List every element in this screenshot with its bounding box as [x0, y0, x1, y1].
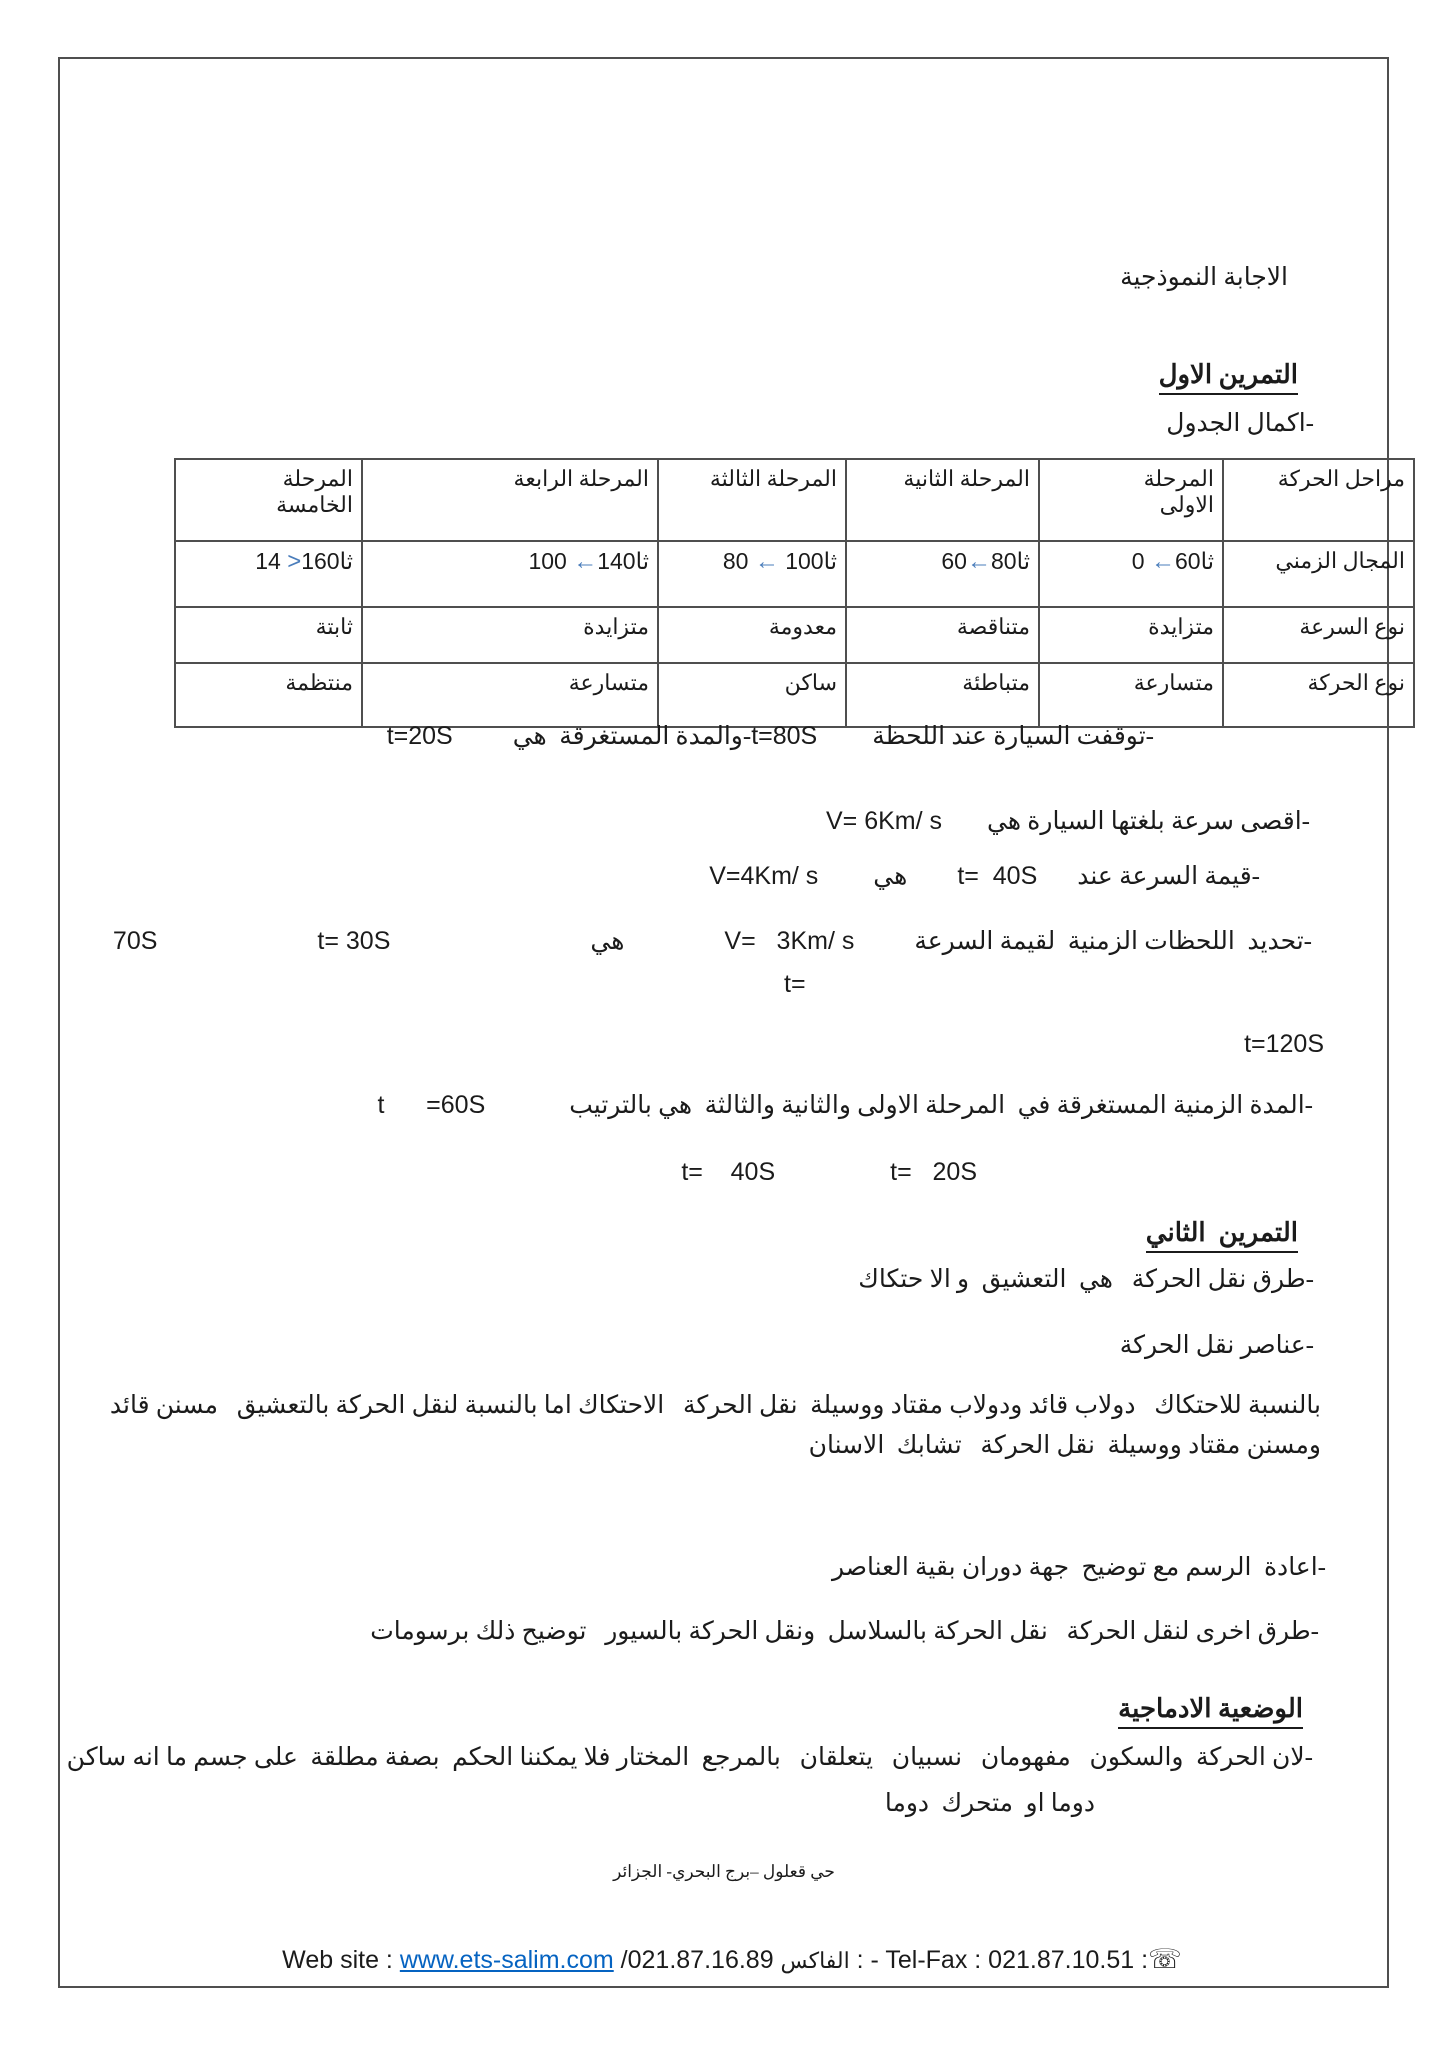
exercise1-heading [1159, 342, 1314, 413]
left-arrow-icon: ← [573, 548, 598, 575]
interval-cell-4: ثا140← 100 [362, 541, 658, 607]
t-equals-line: t= [784, 970, 806, 998]
speed-cell-3: معدومة [658, 607, 846, 663]
fax-label: الفاكس [780, 1948, 850, 1973]
header-cell-stages: مراحل الحركة [1223, 459, 1414, 541]
speed-cell-2: متناقصة [846, 607, 1039, 663]
header-cell-stage2: المرحلة الثانية [846, 459, 1039, 541]
transfer-elements-line: -عناصر نقل الحركة [1119, 1332, 1314, 1359]
transfer-methods-line: -طرق نقل الحركة هي التعشيق و الا حتكاك [858, 1266, 1314, 1293]
interval-cell-3: ثا100 ← 80 [658, 541, 846, 607]
speed-row-label: نوع السرعة [1223, 607, 1414, 663]
left-arrowhead-icon: < [287, 548, 302, 575]
motion-cell-3: ساكن [658, 663, 846, 727]
header-cell-stage5: المرحلة الخامسة [175, 459, 362, 541]
left-arrow-icon: ← [966, 548, 991, 575]
t80-value: t=80S [751, 722, 818, 750]
speed-value-line: -قيمة السرعة عندt= 40SهيV=4Km/ s [709, 862, 1260, 890]
motion-cell-5: منتظمة [175, 663, 362, 727]
v4-value: V=4Km/ s [709, 862, 819, 890]
speed-cell-4: متزايدة [362, 607, 658, 663]
t60-value: t =60S [377, 1091, 486, 1119]
t30-value: t= 30S [317, 927, 391, 955]
t120-line: t=120S [1244, 1030, 1324, 1058]
header-cell-stage4: المرحلة الرابعة [362, 459, 658, 541]
integration-heading-text: الوضعية الادماجية [1118, 1694, 1303, 1729]
phone-icon: ☏ [1148, 1944, 1182, 1974]
time-row-label: المجال الزمني [1223, 541, 1414, 607]
task-line: -اكمال الجدول [1166, 410, 1314, 437]
stop-time-line: -توقفت السيارة عند اللحظةt=80S-والمدة المستغرقة هيt=20S [386, 722, 1154, 750]
time-instants-line: -تحديد اللحظات الزمنية لقيمة السرعةV= 3Km/ sهيt= 30S70S [112, 927, 1312, 955]
interval-cell-2: ثا80←60 [846, 541, 1039, 607]
t20-value: t=20S [386, 722, 453, 750]
speed-type-row [175, 607, 1414, 663]
max-speed-line: -اقصى سرعة بلغتها السيارة هيV= 6Km/ s [825, 807, 1310, 835]
time-interval-row [175, 541, 1414, 607]
motion-cell-2: متباطئة [846, 663, 1039, 727]
redraw-line: -اعادة الرسم مع توضيح جهة دوران بقية العناصر [831, 1554, 1326, 1581]
motion-row-label: نوع الحركة [1223, 663, 1414, 727]
website-label: Web site : [282, 1946, 400, 1974]
motion-cell-4: متسارعة [362, 663, 658, 727]
v3-value: V= 3Km/ s [724, 927, 855, 955]
header-cell-stage1: المرحلة الاولى [1039, 459, 1223, 541]
relativity-paragraph-line1: -لان الحركة والسكون مفهومان نسبيان يتعلقان بالمرجع المختار فلا يمكننا الحكم بصفة مطلقة على جسم ما انه ساكن [66, 1744, 1313, 1771]
footer-contact [0, 1926, 1448, 1993]
t20-duration: t= 20S [890, 1158, 977, 1186]
integration-heading [1118, 1676, 1319, 1747]
exercise2-heading-text: التمرين الثاني [1146, 1218, 1298, 1253]
interval-cell-5: ثا160< 14 [175, 541, 362, 607]
other-methods-line: -طرق اخرى لنقل الحركة نقل الحركة بالسلاسل ونقل الحركة بالسيور توضيح ذلك برسومات [370, 1618, 1319, 1645]
exercise2-heading [1146, 1200, 1314, 1271]
interval-cell-1: ثا60← 0 [1039, 541, 1223, 607]
t40-t20-line [681, 1140, 993, 1205]
durations-line: -المدة الزمنية المستغرقة في المرحلة الاولى والثانية والثالثة هي بالترتيبt =60S [377, 1091, 1313, 1119]
header-cell-stage3: المرحلة الثالثة [658, 459, 846, 541]
telfax-number: : - Tel-Fax : 021.87.10.51 : [849, 1946, 1149, 1974]
motion-cell-1: متسارعة [1039, 663, 1223, 727]
exercise1-heading-text: التمرين الاول [1159, 360, 1298, 395]
relativity-paragraph-line2: دوما او متحرك دوما [884, 1790, 1095, 1817]
table-header-row [175, 459, 1414, 541]
left-arrow-icon: ← [754, 548, 779, 575]
t40-value: t= 40S [957, 862, 1038, 890]
website-link[interactable]: www.ets-salim.com [399, 1946, 614, 1974]
friction-paragraph-line1: بالنسبة للاحتكاك دولاب قائد ودولاب مقتاد ووسيلة نقل الحركة الاحتكاك اما بالنسبة لنقل الحركة بالتعشيق مسنن قائد [109, 1392, 1321, 1419]
t70-value: 70S [112, 927, 158, 955]
footer-address: حي قعلول –برج البحري- الجزائر [613, 1862, 835, 1881]
friction-paragraph-line2: ومسنن مقتاد ووسيلة نقل الحركة تشابك الاسنان [808, 1432, 1321, 1459]
doc-title: الاجابة النموذجية [1120, 264, 1288, 291]
stages-table [174, 458, 1415, 728]
speed-cell-5: ثابتة [175, 607, 362, 663]
left-arrow-icon: ← [1150, 548, 1175, 575]
t40-duration: t= 40S [681, 1158, 776, 1186]
phone-number: /021.87.16.89 [613, 1946, 781, 1974]
speed-cell-1: متزايدة [1039, 607, 1223, 663]
v6-value: V= 6Km/ s [825, 807, 942, 835]
